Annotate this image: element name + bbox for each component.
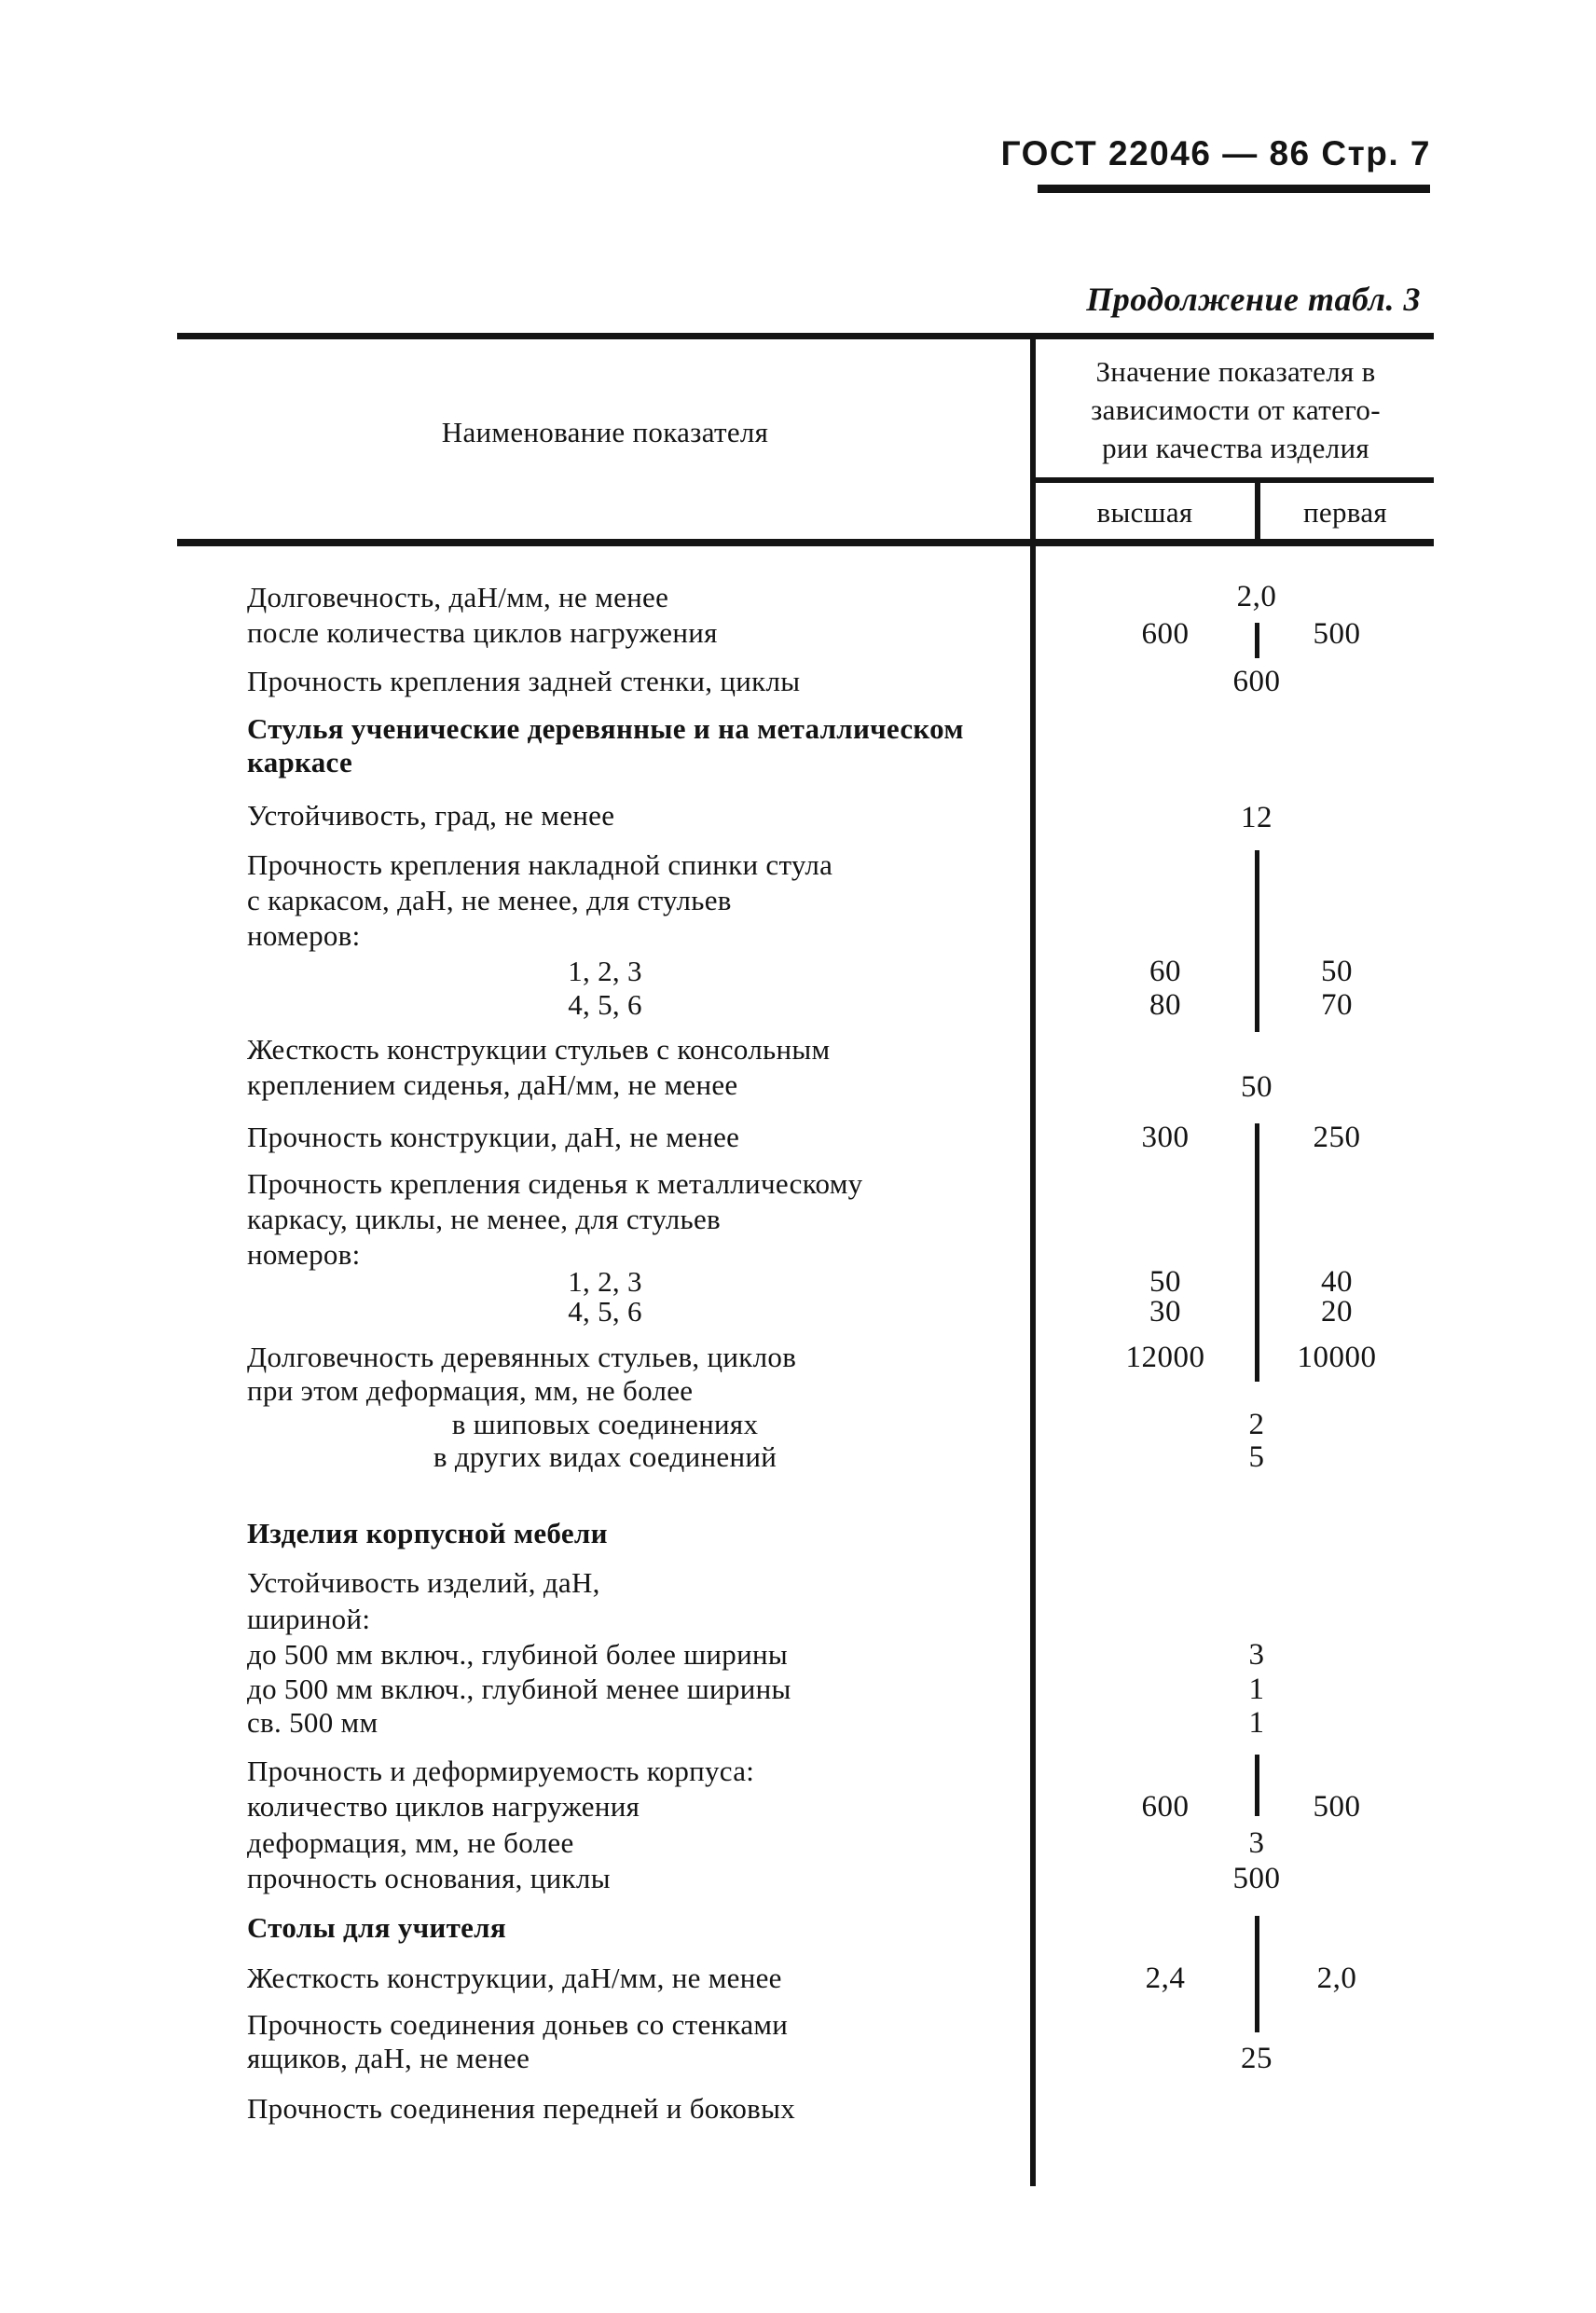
value-pervaya: 70: [1321, 988, 1353, 1022]
value-vysshaya: 60: [1149, 955, 1181, 988]
row-label: Устойчивость, град, не менее: [247, 799, 615, 832]
column-header-name: Наименование показателя: [441, 416, 769, 448]
value-shared: 600: [1232, 665, 1281, 698]
row-label: прочность основания, циклы: [247, 1862, 611, 1894]
value-pervaya: 50: [1321, 955, 1353, 988]
row-label: Прочность крепления накладной спинки стула: [247, 848, 833, 881]
value-vysshaya: 2,4: [1145, 1962, 1186, 1995]
row-label: каркасу, циклы, не менее, для стульев: [247, 1203, 721, 1235]
row-label: с каркасом, даН, не менее, для стульев: [247, 884, 732, 916]
value-vysshaya: 80: [1149, 988, 1181, 1022]
value-shared: 2,0: [1236, 580, 1277, 613]
row-label: Прочность соединения передней и боковых: [247, 2092, 796, 2125]
row-label: Долговечность, даН/мм, не менее: [247, 581, 669, 613]
value-shared: 2: [1248, 1408, 1265, 1441]
table-rule-header-bottom: [177, 539, 1434, 546]
row-label: номеров:: [247, 919, 361, 952]
row-label: св. 500 мм: [247, 1706, 378, 1739]
row-label: Жесткость конструкции, даН/мм, не менее: [247, 1962, 782, 1994]
value-shared: 1: [1248, 1673, 1265, 1706]
row-label: шириной:: [247, 1603, 371, 1635]
value-vysshaya: 50: [1149, 1265, 1181, 1299]
table-rule-value-header: [1033, 477, 1434, 483]
row-label: до 500 мм включ., глубиной более ширины: [247, 1638, 789, 1671]
column-header-value-line: Значение показателя в: [1095, 355, 1376, 388]
row-sublabel: 1, 2, 3: [568, 955, 642, 987]
value-pervaya: 10000: [1297, 1341, 1377, 1374]
value-vysshaya: 12000: [1125, 1341, 1205, 1374]
column-separator: [1030, 333, 1036, 2186]
header-rule: [1038, 185, 1430, 193]
value-pervaya: 40: [1321, 1265, 1353, 1299]
row-sublabel: 4, 5, 6: [568, 1295, 642, 1328]
row-sublabel: 1, 2, 3: [568, 1265, 642, 1298]
row-label: Прочность крепления сиденья к металлическому: [247, 1167, 863, 1200]
value-pervaya: 20: [1321, 1295, 1353, 1329]
value-shared: 50: [1241, 1070, 1273, 1104]
row-sublabel: в других видах соединений: [433, 1440, 777, 1473]
column-header-value-line: зависимости от катего-: [1091, 393, 1381, 426]
row-label: Устойчивость изделий, даН,: [247, 1566, 600, 1599]
row-sublabel: в шиповых соединениях: [451, 1408, 759, 1440]
value-shared: 12: [1241, 801, 1273, 834]
row-label: креплением сиденья, даН/мм, не менее: [247, 1068, 738, 1101]
value-shared: 25: [1241, 2042, 1273, 2075]
value-shared: 3: [1248, 1638, 1265, 1672]
quality-indicators-table: [177, 333, 1434, 2207]
row-label: Прочность конструкции, даН, не менее: [247, 1121, 740, 1153]
column-header-value: [1038, 352, 1434, 467]
section-heading: Столы для учителя: [247, 1911, 506, 1944]
row-label: Жесткость конструкции стульев с консольным: [247, 1033, 831, 1066]
subcolumn-header-vysshaya: высшая: [1096, 496, 1193, 529]
row-label: при этом деформация, мм, не более: [247, 1374, 694, 1407]
value-shared: 500: [1232, 1862, 1281, 1895]
page-header: ГОСТ 22046 — 86 Стр. 7: [1000, 134, 1431, 172]
value-shared: 3: [1248, 1826, 1265, 1860]
subcolumn-header-pervaya: первая: [1303, 496, 1387, 529]
row-label: Долговечность деревянных стульев, циклов: [247, 1341, 797, 1373]
value-pervaya: 500: [1313, 617, 1361, 651]
row-label: Прочность крепления задней стенки, циклы: [247, 665, 801, 697]
value-vysshaya: 600: [1141, 617, 1190, 651]
row-label: Прочность и деформируемость корпуса:: [247, 1755, 755, 1787]
row-label: номеров:: [247, 1238, 361, 1271]
section-heading: Изделия корпусной мебели: [247, 1517, 608, 1549]
row-sublabel: 4, 5, 6: [568, 988, 642, 1021]
row-label: количество циклов нагружения: [247, 1790, 640, 1823]
row-label: до 500 мм включ., глубиной менее ширины: [247, 1673, 791, 1705]
value-pervaya: 500: [1313, 1790, 1361, 1824]
value-pervaya: 250: [1313, 1121, 1361, 1154]
row-label: Прочность соединения доньев со стенками: [247, 2008, 789, 2041]
section-heading: Стулья ученические деревянные и на металлическом: [247, 712, 964, 745]
table-rule-top: [177, 333, 1434, 339]
value-shared: 5: [1248, 1440, 1265, 1474]
value-pervaya: 2,0: [1316, 1962, 1357, 1995]
value-shared: 1: [1248, 1706, 1265, 1740]
row-label: после количества циклов нагружения: [247, 616, 718, 649]
value-vysshaya: 30: [1149, 1295, 1181, 1329]
value-vysshaya: 300: [1141, 1121, 1190, 1154]
value-vysshaya: 600: [1141, 1790, 1190, 1824]
table-caption: Продолжение табл. 3: [1086, 281, 1421, 318]
row-label: ящиков, даН, не менее: [247, 2042, 530, 2074]
section-heading: каркасе: [247, 746, 353, 778]
row-label: деформация, мм, не более: [247, 1826, 574, 1859]
column-header-value-line: рии качества изделия: [1102, 432, 1369, 464]
